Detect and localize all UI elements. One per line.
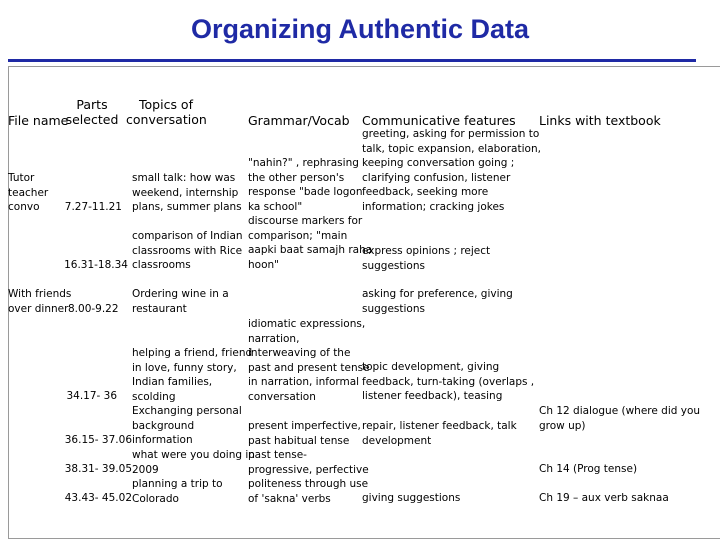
title-underline xyxy=(8,59,696,62)
row-6-links: Ch 14 (Prog tense) xyxy=(539,463,638,475)
row-7-grammar: politeness through use of 'sakna' verbs xyxy=(248,478,369,505)
row-6-parts: 38.31- 39.05 xyxy=(64,463,132,475)
row-2-topics: comparison of Indian classrooms with Rice classrooms xyxy=(132,230,243,272)
header-parts-selected: Parts selected xyxy=(65,97,119,127)
row-7-communicative: giving suggestions xyxy=(362,492,461,504)
row-2-grammar: discourse markers for comparison; "main aapki baat samajh raha hoon" xyxy=(248,215,373,271)
row-5-communicative: repair, listener feedback, talk development xyxy=(362,420,517,447)
row-3-communicative: asking for preference, giving suggestions xyxy=(362,288,513,315)
header-file-name: File name xyxy=(8,113,69,128)
row-2-communicative: express opinions ; reject suggestions xyxy=(362,245,491,272)
row-3-topics: Ordering wine in a restaurant xyxy=(132,288,229,315)
row-2-parts: 16.31-18.34 xyxy=(64,259,128,271)
header-grammar: Grammar/Vocab xyxy=(248,113,350,128)
row-6-topics: what were you doing in 2009 xyxy=(132,449,255,476)
row-5-parts: 36.15- 37.06 xyxy=(64,434,132,446)
row-6-grammar: past tense- progressive, perfective xyxy=(248,449,369,476)
row-1-communicative: greeting, asking for permission to talk, topic expansion, elaboration, keeping conversation going ; clarifying confusion, listener feedback, seeking more information; cracking jokes xyxy=(362,128,541,213)
row-4-communicative: topic development, giving feedback, turn-taking (overlaps , listener feedback), teasing xyxy=(362,361,535,403)
row-5-topics: Exchanging personal background information xyxy=(132,405,242,447)
header-communicative: Communicative features xyxy=(362,113,516,128)
row-3-parts: 8.00-9.22 xyxy=(68,303,119,315)
header-links: Links with textbook xyxy=(539,113,661,128)
header-topics: Topics of conversation xyxy=(126,97,207,127)
row-4-grammar: idiomatic expressions, narration, interweaving of the past and present tense in narration, informal conversation xyxy=(248,318,370,403)
row-7-topics: planning a trip to Colorado xyxy=(132,478,223,505)
row-1-parts: 7.27-11.21 xyxy=(64,201,122,213)
row-4-parts: 34.17- 36 xyxy=(66,390,117,402)
row-5-links: Ch 12 dialogue (where did you grow up) xyxy=(539,405,701,432)
row-1-grammar: "nahin?" , rephrasing the other person's response "bade logon ka school" xyxy=(248,157,363,213)
row-3-file: With friends over dinner xyxy=(8,288,72,315)
row-4-topics: helping a friend, friend in love, funny story, Indian families, scolding xyxy=(132,347,253,403)
row-7-parts: 43.43- 45.02 xyxy=(64,492,132,504)
row-1-file: Tutor teacher convo xyxy=(8,172,49,214)
row-7-links: Ch 19 – aux verb saknaa xyxy=(539,492,669,504)
row-1-topics: small talk: how was weekend, internship plans, summer plans xyxy=(132,172,242,214)
row-5-grammar: present imperfective, past habitual tense xyxy=(248,420,361,447)
page-title: Organizing Authentic Data xyxy=(190,14,529,44)
